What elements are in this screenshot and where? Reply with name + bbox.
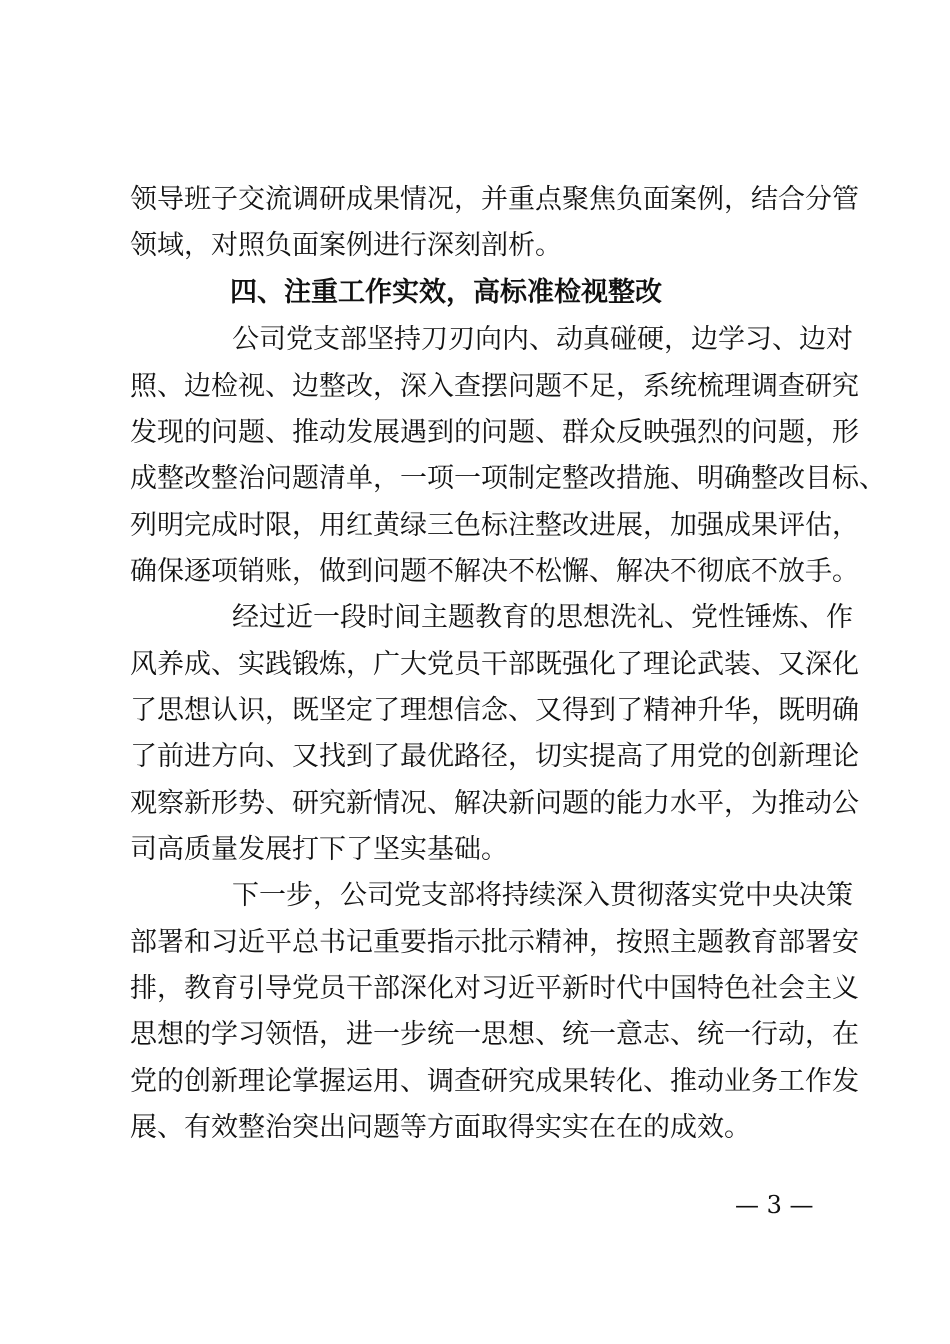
- paragraph-line: 成整改整治问题清单，一项一项制定整改措施、明确整改目标、: [130, 463, 886, 494]
- paragraph-line: 下一步，公司党支部将持续深入贯彻落实党中央决策: [232, 880, 853, 911]
- paragraph-line: 排，教育引导党员干部深化对习近平新时代中国特色社会主义: [130, 973, 859, 1004]
- section-heading: 四、注重工作实效，高标准检视整改: [230, 277, 662, 308]
- paragraph-line: 司高质量发展打下了坚实基础。: [130, 834, 508, 865]
- paragraph-line: 经过近一段时间主题教育的思想洗礼、党性锤炼、作: [232, 602, 853, 633]
- paragraph-line: 了前进方向、又找到了最优路径，切实提高了用党的创新理论: [130, 741, 859, 772]
- paragraph-line: 部署和习近平总书记重要指示批示精神，按照主题教育部署安: [130, 927, 859, 958]
- paragraph-line: 思想的学习领悟，进一步统一思想、统一意志、统一行动，在: [130, 1019, 859, 1050]
- paragraph-line: 公司党支部坚持刀刃向内、动真碰硬，边学习、边对: [232, 324, 853, 355]
- paragraph-line: 观察新形势、研究新情况、解决新问题的能力水平，为推动公: [130, 788, 859, 819]
- paragraph-line: 党的创新理论掌握运用、调查研究成果转化、推动业务工作发: [130, 1066, 859, 1097]
- paragraph-line: 确保逐项销账，做到问题不解决不松懈、解决不彻底不放手。: [130, 556, 859, 587]
- paragraph-line: 发现的问题、推动发展遇到的问题、群众反映强烈的问题，形: [130, 417, 859, 448]
- paragraph-line: 照、边检视、边整改，深入查摆问题不足，系统梳理调查研究: [130, 371, 859, 402]
- body-line: 领导班子交流调研成果情况，并重点聚焦负面案例，结合分管: [130, 184, 859, 215]
- paragraph-line: 了思想认识，既坚定了理想信念、又得到了精神升华，既明确: [130, 695, 859, 726]
- paragraph-line: 风养成、实践锻炼，广大党员干部既强化了理论武装、又深化: [130, 649, 859, 680]
- body-line: 领域，对照负面案例进行深刻剖析。: [130, 230, 562, 261]
- paragraph-line: 展、有效整治突出问题等方面取得实实在在的成效。: [130, 1112, 751, 1143]
- page-number: — 3 —: [735, 1191, 814, 1219]
- paragraph-line: 列明完成时限，用红黄绿三色标注整改进展，加强成果评估，: [130, 510, 859, 541]
